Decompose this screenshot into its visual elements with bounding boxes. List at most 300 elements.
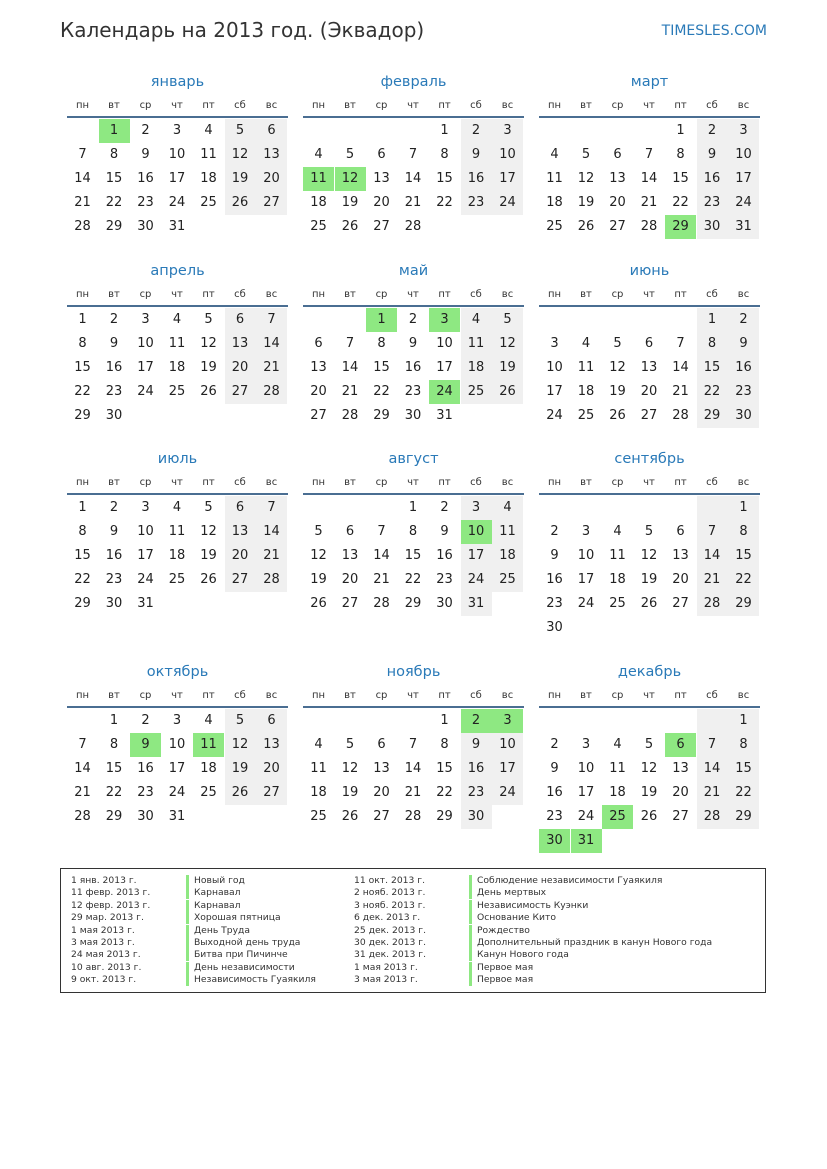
weekday-label: чт [171, 477, 183, 488]
weekday-label: сб [706, 100, 718, 111]
day-cell: 15 [728, 544, 759, 568]
day-cell: 7 [644, 147, 654, 162]
legend-date: 31 дек. 2013 г. [354, 949, 427, 961]
weekday-label: вт [344, 100, 356, 111]
day-cell: 9 [408, 336, 418, 351]
day-cell: 29 [105, 809, 123, 824]
day-cell: 13 [373, 761, 390, 776]
day-cell: 26 [200, 572, 217, 587]
weekday-label: пт [202, 477, 215, 488]
day-cell: 25 [310, 809, 327, 824]
day-cell: 22 [74, 572, 91, 587]
day-cell: 24 [137, 572, 154, 587]
day-cell: 12 [341, 761, 359, 776]
weekday-header [67, 690, 288, 704]
weekday-header [303, 289, 524, 303]
holiday-day-cell: 25 [602, 805, 633, 829]
holiday-day-cell: 29 [665, 215, 696, 239]
weekday-label: вс [501, 289, 514, 300]
weekday-label: чт [643, 100, 655, 111]
day-cell: 20 [640, 384, 658, 399]
day-cell: 22 [436, 785, 453, 800]
holiday-day-cell: 2 [461, 709, 492, 733]
day-cell: 25 [168, 384, 186, 399]
day-cell: 28 [256, 568, 287, 592]
day-cell: 21 [74, 195, 91, 210]
day-cell: 2 [440, 500, 449, 515]
header-rule [539, 493, 760, 495]
month-name: июнь [629, 263, 670, 279]
day-cell: 19 [640, 572, 658, 587]
day-cell: 13 [256, 143, 287, 167]
day-cell: 28 [341, 408, 359, 423]
day-cell: 4 [204, 123, 213, 138]
day-cell: 16 [728, 356, 759, 380]
holiday-day-cell: 3 [429, 308, 460, 332]
day-cell: 28 [74, 809, 91, 824]
weekday-header [539, 477, 760, 491]
day-cell: 3 [492, 119, 523, 143]
day-cell: 4 [613, 737, 622, 752]
day-cell: 21 [404, 785, 422, 800]
site-link[interactable]: TIMESLES.COM [661, 23, 767, 39]
header-rule [67, 116, 288, 118]
day-cell: 11 [577, 360, 595, 375]
day-cell: 7 [256, 308, 287, 332]
weekday-label: пт [202, 100, 215, 111]
day-cell: 3 [550, 336, 559, 351]
day-cell: 8 [728, 733, 759, 757]
legend-date: 2 нояб. 2013 г. [354, 887, 426, 899]
month-name: сентябрь [614, 451, 685, 467]
day-cell: 25 [492, 568, 523, 592]
day-cell: 23 [105, 572, 123, 587]
holiday-day-cell: 31 [571, 829, 602, 853]
weekday-label: пт [438, 477, 451, 488]
day-cell: 1 [408, 500, 418, 515]
day-cell: 2 [141, 713, 150, 728]
day-cell: 26 [341, 219, 359, 234]
weekday-label: пн [75, 100, 90, 111]
day-cell: 29 [404, 596, 422, 611]
day-cell: 25 [577, 408, 595, 423]
weekday-label: сб [470, 289, 482, 300]
weekday-label: ср [139, 289, 152, 300]
weekday-label: ср [139, 690, 152, 701]
day-cell: 4 [492, 496, 523, 520]
weekday-label: чт [171, 690, 183, 701]
day-cell: 28 [672, 408, 689, 423]
day-cell: 8 [408, 524, 418, 539]
day-cell: 5 [644, 524, 654, 539]
weekday-label: ср [611, 100, 624, 111]
header-rule [67, 305, 288, 307]
day-cell: 18 [492, 544, 523, 568]
day-cell: 5 [314, 524, 323, 539]
day-cell: 1 [676, 123, 685, 138]
holiday-legend [60, 868, 766, 993]
day-cell: 7 [408, 737, 418, 752]
day-cell: 20 [256, 757, 287, 781]
weekday-label: ср [375, 690, 388, 701]
day-cell: 19 [492, 356, 523, 380]
day-cell: 3 [461, 496, 492, 520]
day-cell: 8 [728, 520, 759, 544]
day-cell: 25 [546, 219, 563, 234]
day-cell: 12 [225, 143, 256, 167]
day-cell: 15 [672, 171, 689, 186]
day-cell: 22 [672, 195, 689, 210]
day-cell: 28 [74, 219, 91, 234]
day-cell: 21 [256, 544, 287, 568]
day-cell: 16 [137, 171, 154, 186]
day-cell: 2 [408, 312, 418, 327]
day-cell: 24 [168, 195, 186, 210]
day-cell: 12 [225, 733, 256, 757]
day-cell: 22 [728, 568, 759, 592]
day-cell: 9 [109, 336, 119, 351]
weekday-label: чт [171, 289, 183, 300]
legend-color-marker [186, 925, 189, 937]
day-cell: 10 [137, 336, 154, 351]
legend-color-marker [469, 925, 472, 937]
weekday-label: пн [75, 289, 90, 300]
day-cell: 18 [310, 785, 327, 800]
day-cell: 15 [697, 356, 728, 380]
day-cell: 17 [168, 171, 186, 186]
day-cell: 18 [609, 572, 626, 587]
day-cell: 24 [577, 809, 595, 824]
holiday-day-cell: 1 [99, 119, 130, 143]
day-cell: 20 [672, 785, 689, 800]
day-cell: 25 [168, 572, 186, 587]
day-cell: 9 [461, 733, 492, 757]
header-rule [303, 305, 524, 307]
weekday-label: вт [580, 477, 592, 488]
page-title: Календарь на 2013 год. (Эквадор) [60, 18, 425, 42]
weekday-label: вт [108, 690, 120, 701]
day-cell: 14 [74, 171, 91, 186]
day-cell: 30 [105, 408, 123, 423]
day-cell: 30 [461, 805, 492, 829]
day-cell: 23 [461, 781, 492, 805]
weekday-label: сб [470, 690, 482, 701]
day-cell: 2 [461, 119, 492, 143]
day-cell: 23 [436, 572, 453, 587]
day-cell: 26 [492, 380, 523, 404]
month-name: июль [157, 451, 198, 467]
day-cell: 10 [137, 524, 154, 539]
day-cell: 9 [461, 143, 492, 167]
day-cell: 21 [697, 781, 728, 805]
day-cell: 26 [200, 384, 217, 399]
day-cell: 7 [676, 336, 685, 351]
day-cell: 18 [310, 195, 327, 210]
day-cell: 15 [404, 548, 422, 563]
day-cell: 18 [168, 360, 186, 375]
day-cell: 23 [137, 785, 154, 800]
header-rule [303, 706, 524, 708]
day-cell: 2 [550, 737, 559, 752]
day-cell: 23 [728, 380, 759, 404]
day-cell: 21 [640, 195, 658, 210]
day-cell: 16 [697, 167, 728, 191]
legend-date: 9 окт. 2013 г. [71, 974, 137, 986]
month-name: август [388, 451, 439, 467]
day-cell: 6 [644, 336, 654, 351]
day-cell: 7 [78, 737, 87, 752]
day-cell: 16 [105, 548, 123, 563]
weekday-label: ср [611, 690, 624, 701]
weekday-label: сб [706, 690, 718, 701]
day-cell: 17 [461, 544, 492, 568]
day-cell: 13 [225, 520, 256, 544]
legend-color-marker [186, 937, 189, 949]
day-cell: 25 [200, 785, 217, 800]
day-cell: 28 [697, 592, 728, 616]
day-cell: 27 [373, 809, 390, 824]
day-cell: 2 [697, 119, 728, 143]
holiday-day-cell: 11 [303, 167, 334, 191]
day-cell: 5 [345, 737, 355, 752]
day-cell: 29 [373, 408, 390, 423]
day-cell: 11 [168, 336, 186, 351]
weekday-label: вт [108, 100, 120, 111]
month-name: январь [150, 74, 205, 90]
day-cell: 27 [640, 408, 658, 423]
day-cell: 10 [168, 737, 186, 752]
day-cell: 16 [404, 360, 422, 375]
weekday-label: пн [547, 477, 562, 488]
day-cell: 31 [728, 215, 759, 239]
day-cell: 13 [672, 548, 689, 563]
day-cell: 24 [728, 191, 759, 215]
header-rule [67, 706, 288, 708]
weekday-header [67, 477, 288, 491]
day-cell: 6 [676, 524, 685, 539]
day-cell: 11 [609, 761, 626, 776]
day-cell: 19 [341, 195, 359, 210]
day-cell: 27 [256, 781, 287, 805]
weekday-label: пт [438, 690, 451, 701]
weekday-label: вс [265, 289, 278, 300]
legend-color-marker [469, 875, 472, 887]
weekday-label: вс [737, 289, 750, 300]
day-cell: 24 [168, 785, 186, 800]
day-cell: 6 [377, 147, 386, 162]
day-cell: 14 [404, 171, 422, 186]
day-cell: 11 [546, 171, 563, 186]
day-cell: 21 [74, 785, 91, 800]
day-cell: 5 [204, 312, 213, 327]
day-cell: 14 [74, 761, 91, 776]
day-cell: 6 [225, 308, 256, 332]
day-cell: 13 [341, 548, 359, 563]
weekday-label: вт [580, 289, 592, 300]
weekday-label: вс [501, 100, 514, 111]
day-cell: 27 [225, 568, 256, 592]
day-cell: 26 [640, 596, 658, 611]
weekday-label: сб [234, 289, 246, 300]
day-cell: 29 [105, 219, 123, 234]
weekday-label: пн [547, 289, 562, 300]
day-cell: 14 [404, 761, 422, 776]
weekday-header [303, 100, 524, 114]
day-cell: 27 [341, 596, 359, 611]
weekday-header [539, 100, 760, 114]
day-cell: 7 [256, 496, 287, 520]
weekday-label: сб [470, 477, 482, 488]
day-cell: 17 [492, 757, 523, 781]
weekday-label: сб [470, 100, 482, 111]
day-cell: 27 [672, 809, 689, 824]
day-cell: 2 [728, 308, 759, 332]
day-cell: 4 [172, 312, 182, 327]
day-cell: 28 [404, 809, 422, 824]
month-name: декабрь [617, 664, 682, 680]
day-cell: 17 [728, 167, 759, 191]
day-cell: 26 [341, 809, 359, 824]
legend-holiday-name: Карнавал [194, 887, 241, 899]
day-cell: 18 [577, 384, 595, 399]
weekday-label: пт [674, 477, 687, 488]
day-cell: 21 [341, 384, 359, 399]
empty-weekend-cell [697, 709, 728, 733]
day-cell: 12 [640, 761, 658, 776]
day-cell: 30 [546, 620, 563, 635]
month-name: февраль [380, 74, 447, 90]
day-cell: 24 [492, 781, 523, 805]
day-cell: 31 [461, 592, 492, 616]
day-cell: 15 [105, 761, 123, 776]
weekday-label: пн [75, 477, 90, 488]
day-cell: 19 [640, 785, 658, 800]
day-cell: 10 [492, 733, 523, 757]
weekday-label: чт [643, 690, 655, 701]
day-cell: 20 [341, 572, 359, 587]
legend-holiday-name: Карнавал [194, 899, 241, 911]
weekday-label: вс [265, 477, 278, 488]
holiday-day-cell: 1 [366, 308, 397, 332]
day-cell: 19 [609, 384, 626, 399]
day-cell: 6 [256, 709, 287, 733]
day-cell: 26 [225, 781, 256, 805]
legend-holiday-name: Канун Нового года [477, 949, 569, 961]
legend-date: 3 мая 2013 г. [354, 974, 418, 986]
legend-holiday-name: Независимость Куэнки [477, 899, 589, 911]
weekday-label: вт [580, 100, 592, 111]
day-cell: 16 [461, 167, 492, 191]
day-cell: 8 [440, 737, 449, 752]
day-cell: 23 [546, 809, 563, 824]
day-cell: 8 [377, 336, 386, 351]
legend-date: 1 янв. 2013 г. [71, 875, 137, 886]
day-cell: 30 [728, 404, 759, 428]
day-cell: 29 [697, 404, 728, 428]
day-cell: 5 [225, 709, 256, 733]
day-cell: 9 [697, 143, 728, 167]
legend-color-marker [469, 887, 472, 899]
day-cell: 24 [577, 596, 595, 611]
day-cell: 9 [728, 332, 759, 356]
weekday-label: пт [674, 289, 687, 300]
day-cell: 4 [613, 524, 622, 539]
day-cell: 27 [672, 596, 689, 611]
day-cell: 28 [404, 219, 422, 234]
weekday-label: вс [737, 690, 750, 701]
day-cell: 25 [200, 195, 217, 210]
holiday-day-cell: 3 [492, 709, 523, 733]
weekday-label: пн [311, 289, 326, 300]
day-cell: 7 [408, 147, 418, 162]
day-cell: 17 [137, 360, 154, 375]
day-cell: 7 [78, 147, 87, 162]
day-cell: 26 [225, 191, 256, 215]
weekday-label: вс [737, 477, 750, 488]
day-cell: 7 [697, 733, 728, 757]
day-cell: 24 [492, 191, 523, 215]
weekday-label: вс [737, 100, 750, 111]
day-cell: 31 [137, 596, 154, 611]
day-cell: 3 [141, 312, 150, 327]
weekday-label: сб [234, 477, 246, 488]
day-cell: 8 [78, 336, 87, 351]
day-cell: 8 [697, 332, 728, 356]
weekday-label: чт [407, 690, 419, 701]
legend-holiday-name: Первое мая [477, 961, 534, 973]
day-cell: 22 [373, 384, 390, 399]
legend-holiday-name: День независимости [194, 961, 295, 973]
day-cell: 20 [373, 785, 390, 800]
day-cell: 4 [581, 336, 591, 351]
weekday-header [303, 477, 524, 491]
day-cell: 1 [728, 496, 759, 520]
weekday-header [67, 289, 288, 303]
legend-date: 30 дек. 2013 г. [354, 937, 427, 948]
day-cell: 17 [546, 384, 563, 399]
weekday-label: пт [674, 100, 687, 111]
day-cell: 1 [78, 312, 87, 327]
weekday-label: пн [75, 690, 90, 701]
day-cell: 15 [105, 171, 123, 186]
day-cell: 31 [168, 219, 186, 234]
weekday-label: чт [407, 100, 419, 111]
day-cell: 20 [256, 167, 287, 191]
day-cell: 14 [256, 520, 287, 544]
legend-holiday-name: Рождество [477, 924, 530, 936]
day-cell: 25 [461, 380, 492, 404]
day-cell: 18 [200, 761, 217, 776]
day-cell: 30 [404, 408, 422, 423]
day-cell: 21 [373, 572, 390, 587]
day-cell: 22 [74, 384, 91, 399]
day-cell: 16 [105, 360, 123, 375]
day-cell: 17 [137, 548, 154, 563]
header-rule [303, 116, 524, 118]
day-cell: 11 [310, 761, 327, 776]
day-cell: 7 [345, 336, 355, 351]
day-cell: 22 [404, 572, 422, 587]
weekday-label: чт [407, 477, 419, 488]
day-cell: 4 [204, 713, 213, 728]
day-cell: 15 [436, 761, 453, 776]
day-cell: 19 [225, 167, 256, 191]
legend-holiday-name: Первое мая [477, 974, 534, 986]
holiday-day-cell: 30 [539, 829, 570, 853]
legend-holiday-name: Выходной день труда [194, 937, 301, 948]
day-cell: 3 [172, 123, 182, 138]
holiday-day-cell: 12 [335, 167, 366, 191]
